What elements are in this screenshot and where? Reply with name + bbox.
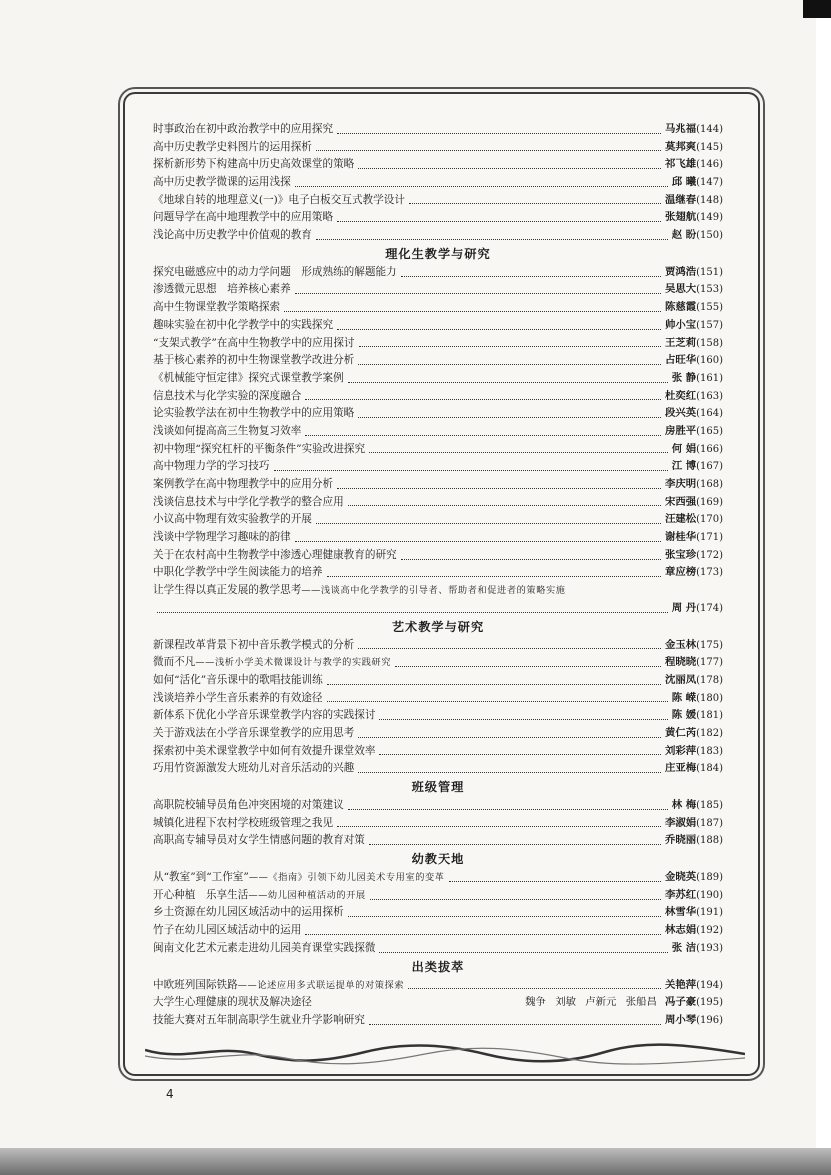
entry-author: 房胜平: [664, 424, 697, 437]
entry-page: (183): [696, 745, 723, 757]
entry-title: [153, 707, 375, 725]
entry-title: [153, 370, 344, 388]
entry-title-main: 探索初中美术课堂教学中如何有效提升课堂效率: [153, 744, 376, 757]
entry-page: (196): [696, 1014, 723, 1026]
entry-title-main: 浅谈如何提高高三生物复习效率: [153, 424, 302, 437]
leader-dots: [337, 221, 661, 222]
entry-title-main: 从“教室”到“工作室”: [153, 871, 249, 884]
entry-title-main: 乡土资源在幼儿园区域活动中的运用探析: [153, 906, 344, 919]
leader-dots: [337, 133, 661, 134]
leader-dots: [358, 168, 661, 169]
entry-page: (171): [696, 532, 723, 544]
toc-entry[interactable]: [153, 922, 723, 940]
entry-title-main: 基于核心素养的初中生物课堂教学改进分析: [153, 354, 355, 367]
entry-title-main: 关于游戏法在小学音乐课堂教学的应用思考: [153, 726, 355, 739]
entry-author: 周 丹: [671, 601, 697, 614]
section-heading: 班级管理: [411, 780, 465, 795]
entry-title: [153, 192, 405, 210]
toc-entry[interactable]: [153, 654, 723, 672]
entry-title-main: 中职化学教学中学生阅读能力的培养: [153, 566, 323, 579]
entry-title-main: 《地球自转的地理意义(一)》电子白板交互式教学设计: [153, 193, 405, 206]
entry-author: 赵 盼: [671, 229, 697, 242]
entry-page: (161): [696, 372, 723, 384]
leader-dots: [274, 470, 668, 471]
scan-edge: [816, 0, 831, 1175]
entry-title-main: 小议高中物理有效实验教学的开展: [153, 513, 312, 526]
entry-title: [153, 209, 333, 227]
toc-entry[interactable]: [153, 672, 723, 690]
leader-dots: [358, 648, 661, 649]
entry-title: [153, 317, 333, 335]
entry-author: 祁飞雄: [664, 158, 697, 171]
entry-author: 张宝珍: [664, 548, 697, 561]
entry-author: 关艳萍: [664, 978, 697, 991]
entry-author: 冯子豪: [664, 996, 697, 1009]
entry-title-main: “支架式教学”在高中生物教学中的应用探讨: [153, 336, 355, 349]
entry-title: [153, 637, 354, 655]
entry-title-main: 初中物理“探究杠杆的平衡条件”实验改进探究: [153, 442, 366, 455]
leader-dots: [316, 523, 661, 524]
entry-page: (157): [696, 319, 723, 331]
entry-title: [153, 121, 333, 139]
entry-title: [153, 690, 323, 708]
entry-page: (180): [696, 692, 723, 704]
entry-page: (190): [696, 889, 723, 901]
entry-title: [153, 529, 291, 547]
entry-page: (160): [696, 355, 723, 367]
entry-author: 陈 媛: [671, 709, 697, 722]
toc-entry[interactable]: [153, 121, 723, 139]
entry-page: (185): [696, 800, 723, 812]
entry-author: 李淑娟: [664, 816, 697, 829]
leader-dots: [295, 541, 661, 542]
entry-author: 庄亚梅: [664, 762, 697, 775]
toc-entry[interactable]: [153, 940, 723, 958]
leader-dots: [369, 844, 661, 845]
leader-dots: [359, 346, 661, 347]
toc-entry[interactable]: [153, 388, 723, 406]
entry-page: (151): [696, 266, 723, 278]
entry-author: 谢桂华: [664, 531, 697, 544]
entry-title: [153, 922, 301, 940]
entry-title-main: 高职院校辅导员角色冲突困境的对策建议: [153, 799, 344, 812]
entry-title: [153, 743, 375, 761]
leader-dots: [305, 399, 661, 400]
toc-entry[interactable]: [153, 317, 723, 335]
toc-entry[interactable]: [153, 192, 723, 210]
entry-author: 何 娟: [671, 442, 697, 455]
entry-title: [153, 281, 291, 299]
entry-author: 张 静: [671, 371, 697, 384]
entry-title-main: 微而不凡: [153, 656, 196, 669]
entry-author: 张翅航: [664, 211, 697, 224]
section-heading: 艺术教学与研究: [391, 619, 485, 634]
toc-entry[interactable]: [153, 529, 723, 547]
toc-entry[interactable]: [153, 637, 723, 655]
entry-title-main: 关于在农村高中生物教学中渗透心理健康教育的研究: [153, 548, 397, 561]
entry-title-main: 高中历史教学史料图片的运用探析: [153, 140, 312, 153]
entry-page: (178): [696, 674, 723, 686]
entry-title: [153, 994, 312, 1012]
scan-corner-mark: [803, 0, 831, 18]
entry-author: 金晓英: [664, 871, 697, 884]
leader-dots: [449, 881, 661, 882]
toc-entry[interactable]: [153, 707, 723, 725]
entry-subtitle: ——《指南》引领下幼儿园美术专用室的变革: [248, 872, 445, 884]
toc-entry[interactable]: [153, 832, 723, 850]
leader-dots: [295, 293, 661, 294]
entry-page: (168): [696, 479, 723, 491]
entry-title-main: 城镇化进程下农村学校班级管理之我见: [153, 816, 334, 829]
entry-title-main: 新课程改革背景下初中音乐教学模式的分析: [153, 638, 355, 651]
entry-title-main: 让学生得以真正发展的教学思考: [153, 584, 302, 597]
entry-page: (172): [696, 549, 723, 561]
entry-page: (174): [696, 602, 723, 614]
entry-title-main: 开心种植 乐享生活: [153, 888, 249, 901]
toc-entry[interactable]: [153, 156, 723, 174]
toc-entry[interactable]: [153, 725, 723, 743]
toc-entry[interactable]: [153, 905, 723, 923]
entry-author: 周小琴: [664, 1013, 697, 1026]
leader-dots: [358, 772, 661, 773]
entry-page: (166): [696, 443, 723, 455]
entry-title-main: 竹子在幼儿园区域活动中的运用: [153, 924, 302, 937]
entry-title-main: 《机械能守恒定律》探究式课堂教学案例: [153, 371, 344, 384]
toc-entry[interactable]: [153, 494, 723, 512]
entry-title-main: 探究电磁感应中的动力学问题 形成熟练的解题能力: [153, 265, 397, 278]
entry-title: [153, 815, 333, 833]
entry-page: (146): [696, 159, 723, 171]
leader-dots: [337, 329, 661, 330]
entry-page: (169): [696, 496, 723, 508]
entry-title: [153, 352, 354, 370]
leader-dots: [409, 203, 661, 204]
entry-title-main: 大学生心理健康的现状及解决途径: [153, 996, 312, 1009]
entry-title: [153, 264, 397, 282]
entry-author: 吴思大: [664, 283, 697, 296]
entry-page: (188): [696, 835, 723, 847]
entry-page: (195): [696, 997, 723, 1009]
toc-entry[interactable]: [153, 511, 723, 529]
toc-entry[interactable]: [153, 405, 723, 423]
entry-title: [153, 672, 323, 690]
entry-title-main: 浅谈培养小学生音乐素养的有效途径: [153, 691, 323, 704]
entry-page: (150): [696, 230, 723, 242]
entry-title: [153, 977, 404, 995]
entry-author: 帅小宝: [664, 318, 697, 331]
entry-author: 温继春: [664, 193, 697, 206]
entry-title: [153, 388, 301, 406]
entry-title-main: 新体系下优化小学音乐课堂教学内容的实践探讨: [153, 709, 376, 722]
toc-entry[interactable]: [153, 797, 723, 815]
entry-page: (173): [696, 567, 723, 579]
entry-title: [153, 423, 301, 441]
entry-author: 林雪华: [664, 906, 697, 919]
entry-title: [153, 654, 391, 672]
entry-title-main: 浅谈信息技术与中学化学教学的整合应用: [153, 495, 344, 508]
leader-dots: [379, 719, 667, 720]
toc-entry[interactable]: [153, 887, 723, 905]
leader-dots: [327, 576, 661, 577]
leader-dots: [358, 364, 661, 365]
leader-dots: [370, 899, 661, 900]
entry-title-main: 探析新形势下构建高中历史高效课堂的策略: [153, 158, 355, 171]
entry-title-main: 闽南文化艺术元素走进幼儿园美育课堂实践探微: [153, 941, 376, 954]
entry-title-main: 巧用竹资源激发大班幼儿对音乐活动的兴趣: [153, 762, 355, 775]
entry-title-main: 浅论高中历史教学中价值观的教育: [153, 229, 312, 242]
entry-author: 马兆福: [664, 122, 697, 135]
toc-entry[interactable]: [153, 1012, 723, 1030]
entry-page: (167): [696, 461, 723, 473]
entry-title: [153, 458, 270, 476]
toc-entry[interactable]: [153, 760, 723, 778]
entry-author: 汪建松: [664, 513, 697, 526]
entry-title-main: 渗透微元思想 培养核心素养: [153, 283, 291, 296]
entry-title: [153, 887, 366, 905]
leader-dots: [316, 150, 661, 151]
leader-dots: [316, 239, 668, 240]
entry-title-main: 中欧班列国际铁路: [153, 978, 238, 991]
toc-entry[interactable]: [153, 690, 723, 708]
entry-title: [153, 564, 323, 582]
entry-title-main: 高中历史教学微课的运用浅探: [153, 176, 291, 189]
section-heading: 出类拔萃: [411, 959, 465, 974]
entry-subtitle: ——浅谈高中化学教学的引导者、帮助者和促进者的策略实施: [301, 585, 566, 597]
entry-author: 乔晓丽: [664, 834, 697, 847]
entry-title-main: 高职高专辅导员对女学生情感问题的教育对策: [153, 834, 365, 847]
entry-page: (194): [696, 979, 723, 991]
toc-entry[interactable]: [153, 815, 723, 833]
entry-page: (153): [696, 284, 723, 296]
toc-entry[interactable]: [153, 370, 723, 388]
leader-dots: [369, 1024, 661, 1025]
leader-dots: [358, 737, 661, 738]
entry-page: (158): [696, 337, 723, 349]
entry-page: (184): [696, 763, 723, 775]
entry-page: (163): [696, 390, 723, 402]
entry-title-main: 时事政治在初中政治教学中的应用探究: [153, 122, 334, 135]
section-heading: 理化生教学与研究: [385, 246, 491, 261]
toc-entry[interactable]: [153, 352, 723, 370]
leader-dots: [327, 701, 668, 702]
entry-author: 章应榜: [664, 566, 697, 579]
entry-author: 杜奕红: [664, 389, 697, 402]
entry-author: 邱 曦: [671, 176, 697, 189]
entry-title: [153, 227, 312, 245]
entry-page: (187): [696, 817, 723, 829]
entry-author: 段兴英: [664, 407, 697, 420]
entry-author: 江 博: [671, 460, 697, 473]
entry-author: 张 洁: [671, 941, 697, 954]
entry-page: (192): [696, 925, 723, 937]
toc-entry[interactable]: [153, 994, 723, 1012]
table-of-contents: [153, 121, 723, 1030]
leader-dots: [348, 505, 661, 506]
entry-author: 沈丽凤: [664, 673, 697, 686]
entry-title-main: 趣味实验在初中化学教学中的实践探究: [153, 318, 334, 331]
entry-author: 刘彩萍: [664, 744, 697, 757]
toc-entry[interactable]: [153, 335, 723, 353]
entry-title: [153, 582, 566, 600]
entry-page: (149): [696, 212, 723, 224]
entry-page: (175): [696, 639, 723, 651]
entry-author: 林志娟: [664, 924, 697, 937]
entry-author: 黄仁芮: [664, 726, 697, 739]
entry-title-main: 论实验教学法在初中生物教学中的应用策略: [153, 407, 355, 420]
toc-entry[interactable]: [153, 299, 723, 317]
entry-author: 金玉林: [664, 638, 697, 651]
toc-entry[interactable]: [153, 458, 723, 476]
entry-title: [153, 869, 445, 887]
leader-dots: [337, 826, 661, 827]
entry-page: (144): [696, 123, 723, 135]
toc-entry[interactable]: [153, 209, 723, 227]
entry-title: [153, 832, 365, 850]
toc-entry[interactable]: [153, 547, 723, 565]
entry-title: [153, 797, 344, 815]
leader-dots: [337, 488, 661, 489]
entry-title: [153, 174, 291, 192]
toc-entry[interactable]: [153, 227, 723, 245]
entry-title: [153, 139, 312, 157]
toc-entry[interactable]: [153, 869, 723, 887]
entry-author: 陈慈霞: [664, 301, 697, 314]
entry-author: 王芝莉: [664, 336, 697, 349]
entry-page: (181): [696, 710, 723, 722]
entry-page: (148): [696, 194, 723, 206]
entry-page: (155): [696, 302, 723, 314]
entry-title: [153, 940, 375, 958]
entry-author: 陈 嵘: [671, 691, 697, 704]
entry-title-main: 如何“活化”音乐课中的歌唱技能训练: [153, 673, 323, 686]
section-heading: 幼教天地: [411, 852, 465, 867]
toc-entry[interactable]: [153, 476, 723, 494]
entry-title: [153, 441, 365, 459]
entry-title-main: 浅谈中学物理学习趣味的韵律: [153, 531, 291, 544]
leader-dots: [348, 382, 668, 383]
leader-dots: [157, 612, 668, 613]
entry-page: (177): [696, 657, 723, 669]
leader-dots: [369, 452, 668, 453]
entry-page: (193): [696, 942, 723, 954]
entry-subtitle: ——论述应用多式联运提单的对策探索: [237, 979, 405, 991]
scan-bottom-band: [0, 1148, 831, 1175]
entry-title-main: 问题导学在高中地理教学中的应用策略: [153, 211, 334, 224]
page-number: 4: [166, 1087, 174, 1101]
leader-dots: [379, 754, 660, 755]
leader-dots: [348, 916, 661, 917]
entry-title: [153, 511, 312, 529]
leader-dots: [295, 186, 668, 187]
entry-title: [153, 547, 397, 565]
entry-title: [153, 156, 354, 174]
entry-author: 李庆明: [664, 478, 697, 491]
toc-entry[interactable]: [153, 600, 723, 618]
leader-dots: [401, 559, 661, 560]
entry-subtitle: ——幼儿园种植活动的开展: [248, 889, 366, 901]
leader-dots: [379, 952, 667, 953]
entry-title-main: 高中物理力学的学习技巧: [153, 460, 270, 473]
toc-entry[interactable]: [153, 582, 723, 600]
entry-page: (170): [696, 514, 723, 526]
entry-title-main: 案例教学在高中物理教学中的应用分析: [153, 478, 334, 491]
entry-title: [153, 760, 354, 778]
toc-entry[interactable]: [153, 977, 723, 995]
entry-author: 林 梅: [671, 799, 697, 812]
entry-author: 程晓晓: [664, 656, 697, 669]
leader-dots: [327, 684, 661, 685]
leader-dots: [305, 934, 661, 935]
entry-title: [153, 904, 344, 922]
leader-dots: [284, 311, 661, 312]
entry-title-main: 高中生物课堂教学策略探索: [153, 301, 281, 314]
leader-dots: [358, 417, 661, 418]
entry-coauthors: 魏争 刘敏 卢新元 张船昌: [525, 996, 657, 1009]
entry-page: (191): [696, 907, 723, 919]
entry-author: 莫邦爽: [664, 140, 697, 153]
entry-page: (182): [696, 727, 723, 739]
toc-entry[interactable]: [153, 282, 723, 300]
entry-author: 贾鸿浩: [664, 265, 697, 278]
entry-author: 宋西强: [664, 495, 697, 508]
toc-entry[interactable]: [153, 174, 723, 192]
entry-author: 占旺华: [664, 354, 697, 367]
leader-dots: [401, 276, 661, 277]
leader-dots: [395, 666, 661, 667]
entry-title-main: 技能大赛对五年制高职学生就业升学影响研究: [153, 1013, 365, 1026]
leader-dots: [408, 988, 661, 989]
toc-entry[interactable]: [153, 743, 723, 761]
decorative-wave-border: [145, 1040, 745, 1066]
entry-title: [153, 335, 355, 353]
leader-dots: [305, 435, 661, 436]
entry-title: [153, 476, 333, 494]
toc-entry[interactable]: [153, 565, 723, 583]
entry-page: (164): [696, 408, 723, 420]
entry-subtitle: ——浅析小学美术微课设计与教学的实践研究: [195, 657, 392, 669]
entry-title: [153, 494, 344, 512]
entry-title: [153, 725, 354, 743]
entry-title: [153, 1012, 365, 1030]
toc-entry[interactable]: [153, 441, 723, 459]
entry-title: [153, 299, 280, 317]
entry-title: [153, 405, 354, 423]
entry-page: (145): [696, 141, 723, 153]
entry-page: (189): [696, 872, 723, 884]
toc-entry[interactable]: [153, 264, 723, 282]
entry-title-main: 信息技术与化学实验的深度融合: [153, 389, 302, 402]
toc-entry[interactable]: [153, 423, 723, 441]
entry-author: 李苏红: [664, 888, 697, 901]
entry-page: (147): [696, 177, 723, 189]
toc-entry[interactable]: [153, 139, 723, 157]
leader-dots: [348, 809, 668, 810]
entry-page: (165): [696, 425, 723, 437]
